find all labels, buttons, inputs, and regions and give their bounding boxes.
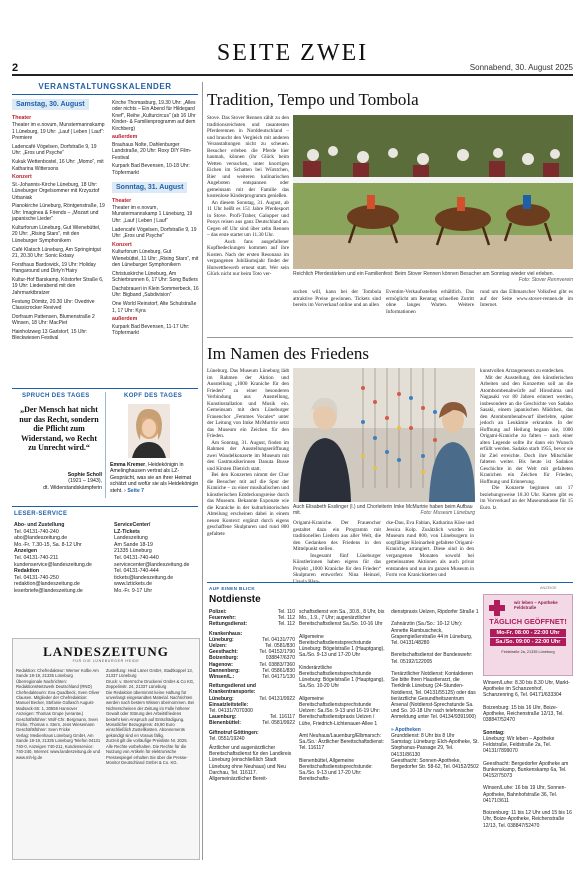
article-body-tombola [207,115,289,330]
cat-konzert: Konzert [12,174,32,181]
impressum-redaktion: Redaktion: Chefredakteur: Werner Kolbe Am Sande 18-19, 21335 Lüneburg Überregionale Nachrichten: RedaktionsNetzwerk Deutschland (RND) Chefredakteurin: Eva Quadbeck, Sven Oliver Clausen. Mitglieder der Chefredaktion: Manuel Becker, Stefanie Gollasch August-Madsack-Str. 1, 30559 Hannover [16,668,100,711]
frieden-p3: Bei den Konzerten nimmt der Chor die Besucher mit auf die Spur der Kraniche – zu einer musikalischen und künstlerischen Entdeckungsreise durch das Museum. Bekannte Exponate wie die Kraniche in der kulturhistorischen Abteilung erscheinen dabei in einem neuen Kontext: ergänzt durch eigens geschaffene Skulpturen und rund 800 gefaltete [207,472,290,537]
leser-abo-heading: Abo- und Zustellung [14,522,65,528]
service-line: Am Sande 18-19 [114,541,153,548]
calendar-col-1 [12,96,105,374]
list-item: Boizenburg: 15 bis 16 Uhr, Boize-Apotheke, Reichenstraße 12/13, Tel. 038847/52470 [483,704,564,724]
list-item: Dannenberg: Tel. 05861/830 [209,667,295,674]
article-headline-tombola: Tradition, Tempo und Tombola [207,90,419,109]
kopf-link[interactable]: › Seite 7 [124,487,145,494]
list-item: Dachsbraueri in Klein Sommerbeck, 16 Uhr: Bigband „Subdivision“ [112,286,199,299]
author-role: dt. Widerstandskämpferin [43,484,102,491]
impressum-preise: Zurzeit gilt die vorläufige Preisliste Nr. 2025. Alle Rechte vorbehalten. Die Rechte für die Nutzung von Artikeln für elektronische Pressespiegel erhalten Sie über die Presse-Monitor Deutschland GmbH & Co. KG. [106,738,188,765]
service-line: Mo.-Fr. 9-17 Uhr [114,587,153,594]
portrait-image [128,404,170,458]
article-body-frieden [207,368,289,573]
day-sunday: Sonntag, 31. August [112,182,187,193]
tombola-p1: Stove. Das Stover Rennen zählt zu den traditionsreichsten und rasantesten Pferderennen in Norddeutschland – und braucht den Vergleich mit anderen Veranstaltungen nicht zu scheuen. Besucher erleben die Pferde hier hautnah, können (ihr Glück beim Wetten versuchen, unter knorrigen Eichen im Schatten bei Würstchen, Bier und weiteren kulinarischen Angeboten entspannen oder gemeinsam mit der Familie das kostenlose Kinderprogramm genießen. [207,115,289,199]
list-item: Kirche Thomasburg, 19.30 Uhr: „Alles oder nichts – Ein Abend für Hildegard Knef“, Reihe „Kulturcircus“ (ab 16 Uhr Kinder- & Familienprogramm auf dem Kirchberg) [112,100,196,132]
list-item: Kultur-Hof Barskamp, Köstorfer Straße 6, 19 Uhr: Liederabend mit den Jahrmarktbratzer [12,277,104,296]
ad-hours-weekday: Mo-Fr. 08:00 - 22:00 Uhr [490,629,566,637]
article-body-tombola-2 [293,289,381,331]
list-item: Lüneburg: Tel. 04131/9922 [209,695,295,702]
list-item: Kulturforum Lüneburg, Gut Wienebüttel, 11 Uhr: „Rising Stars“, mit den Lüneburger Symphonikern [112,249,199,269]
museum-photo [293,368,475,502]
ad-brand: wir leben – Apotheke Feldstraße [514,600,558,611]
ad-tag: ANZEIGE [540,586,557,590]
list-item: Lüneburg: Tel. 04131/770 [209,636,295,643]
notdienste-col-3 [391,609,479,859]
list-item: Winsen/Luhe: 16 bis 19 Uhr, Sonnen-Apotheke, Bahnhofstraße 36, Tel. 04171/3611 [483,785,567,804]
leser-abo-phone: Tel. 04131-740-240 [14,528,59,535]
frieden-p4: Origami-Kraniche. Der Frauenchor gestaltet dazu ein Programm mit traditionellen Liedern aus aller Welt, die den Gedanken des Friedens in den Mittelpunkt stellen. [293,520,381,552]
kopf-text [110,462,200,494]
impressum-logo: LANDESZEITUNG [43,644,169,659]
service-line: Landeszeitung [114,535,148,542]
frieden-caption-text: Auch Elisabeth Esslinger (l.) und Chorleiterin Imke McMurtrie haben beim Aufbau mit. [293,504,473,517]
list-item: Winsen/Luhe: 8.30 bis 8.30 Uhr, Markt-Apotheke im Schanzenhof, Schanzenring 6, Tel. 04171/633304 [483,680,570,699]
sonntag-heading: Sonntag: [483,729,505,736]
tombola-credit: Foto: Stover Rennverein [518,277,573,284]
service-link[interactable]: www.lztickets.de [114,581,153,588]
list-item: Bienenbüttel: Tel. 0581/9922 [209,720,295,727]
list-item: Bereitschaftsdienst der Bundeswehr: Tel. 05192/122005 [391,652,473,665]
frieden-credit: Foto: Museum Lüneburg [420,510,475,517]
list-item: Hainholzweg 13 Garlstorf, 15 Uhr: Bleckwiesen Festival [12,329,88,342]
list-item: Winsen/L.: Tel. 04171/130 [209,674,295,681]
tombola-p3: Auch fans ausgefallener Kopfbedeckungen kommen auf ihre Kosten. Nach der ersten Resonanz im vergangenen Jubiläumsjahr findet der Hutwettbewerb erneut statt. Wer sein Glück nicht nur beim Toto ver- [207,238,289,277]
leser-col-1 [14,522,102,595]
spruch-quote: „Der Mensch hat nicht nur das Recht, sondern die Pflicht zum Widerstand, wo Recht zu Unrecht wird.“ [19,405,99,453]
frieden-p8: Mit der Ausstellung, den künstlerischen Arbeiten und den Konzerten soll an die Atombombenabwürfe auf Hiroshima und Nagasaki vor 80 Jahren erinnert werden, insbesondere an die Geschichte von Sadako Sasaki, einem japanischen Mädchen, das den Atombombenabwurf überlebte, später jedoch an Leukämie erkrankte. In der Hoffnung auf Heilung begann sie, 1000 Origami-Kraniche zu falten – nach einer alten Legende sollte ihr dann ein Wunsch erfüllt werden. Sadako starb 1955, bevor sie ihr Ziel erreichte. Doch ihre Mitschüler falteten weiter. Bis heute ist Sadakos Geschichte in der Welt mit gefalteten Kranichen ein Zeichen für Frieden, Hoffnung und Erinnerung. [480,374,574,485]
list-item: Pianokirche Lüneburg, Röntgenstraße, 19 Uhr: Imaginea & Friends – „Mozart und japanische Lieder“ [12,203,105,223]
notdienste-col-1 [209,609,295,859]
service-mail[interactable]: servicecenter@landeszeitung.de [114,561,190,568]
frieden-p7: kunstvollen Arrangements zu entdecken. [480,368,565,374]
krankenhaus-heading: Krankenhaus: [209,630,243,637]
tombola-p6: rund um das Elbmarscher Volksfest gibt es auf der Seite www.stover-rennen.de im Internet. [480,289,573,308]
list-item: Kurpark Bad Bevensen, 11-17 Uhr: Töpfermarkt [112,323,190,337]
list-item: Polizei: Tel. 110 [209,609,295,615]
list-item: Rettungsdienst: Tel. 112 [209,621,295,628]
tombola-caption-text: Reichlich Pferdestärken und ein Familienfest: Beim Stover Rennen können Besucher am Sonntag wieder viel erleben. [293,271,554,277]
list-item: Grunddienst: 8 Uhr bis 8 Uhr [391,733,455,740]
divider [12,388,198,389]
list-item: Geesthacht: Bergedorfer Apotheke am Bunkenskamp, Bunkenskamp 6a, Tel. 04152/75073 [483,760,569,780]
list-item: St.-Johannis-Kirche Lüneburg, 18 Uhr: Lüneburger Orgelsommer mit Krzysztof Urbaniak [12,181,100,201]
notdienste-col-4 [483,680,573,859]
list-item: Hagenow: Tel. 03883/7360 [209,661,295,668]
leser-briefe-mail[interactable]: leserbriefe@landeszeitung.de [14,587,83,594]
article-headline-frieden: Im Namen des Friedens [207,344,369,363]
leser-redaktion-heading: Redaktion [14,568,40,575]
list-item: Kurpark Bad Bevensen, 10-18 Uhr: Töpfermarkt [112,163,190,176]
notdienste-col-2 [299,609,387,859]
divider [105,392,106,498]
masthead-rule [12,74,573,76]
service-line: 21335 Lüneburg [114,548,152,555]
list-item: Einsatzleitstelle: Tel. 04131/7070300 [209,701,253,715]
list-item: Christuskirche Lüneburg, Am Schierbrunnen 6, 17 Uhr: Song Butlers [112,270,198,284]
aerztlicher-dienst: Ärztlicher und augenärztlicher Bereitschaftsdienst für den Landkreis Lüneburg (einschließlich Stadt Lüneburg ohne Neuhaus) und Neu Darchau, Tel. 116117. Allgemeinärztlicher Bereit- [209,745,292,783]
calendar-heading: VERANSTALTUNGSKALENDER [12,82,198,95]
calendar-col-2 [112,100,200,374]
article-body-tombola-4 [480,289,573,331]
service-heading: ServiceCenter/ [114,522,151,528]
kopf-link-label: Seite 7 [127,487,145,494]
author-years: (1921 – 1943), [68,478,102,485]
frieden-p1: Lüneburg. Das Museum Lüneburg lädt im Rahmen der Aktion und Ausstellung „1000 Kraniche für den Frieden“ zu einer besonderen Verbindung aus Ausstellung, Kunstinstallation und Musik ein. Gemeinsam mit dem Lüneburger Frauenchor „Femmes Vocales“ unter der Leitung von Imke McMurtrie setzt das Museum ein Zeichen für den Frieden. [207,368,289,439]
ad-address: Feldstraße 2a, 21335 Lüneburg [501,649,555,654]
list-item: Kulturforum Lüneburg, Gut Wienebüttel, 20 Uhr: „Rising Stars“, mit den Lüneburger Symphonikern [12,225,101,244]
rettung-heading: Rettungsdienst und Krankentransporte: [209,683,256,696]
list-item: Geesthacht: Sonnen-Apotheke, Bergedorfer Str. 58-62, Tel. 04152/2502 [391,757,479,771]
list-item: Festung Dömitz, 20.30 Uhr: Ovedrive Classicrocker Revived [12,298,95,312]
kopf-name: Emma Kremer [110,462,146,468]
leser-abo-hours: Mo.-Fr. 7.30-15, Sa. 8-12 Uhr [14,541,82,548]
page-title: SEITE ZWEI [216,40,369,66]
leser-anzeigen-heading: Anzeigen [14,548,38,555]
list-item: Kukuk Wettenbostel, 16 Uhr: „Momo“, mit Katharina Wittersons [12,159,104,172]
list-item: Kinderärztliche Bereitschaftsdienstsprechstunde Lüneburg: Bögelstraße 1 (Hauptgang), Sa./So. 10-20 Uhr [299,664,385,690]
list-item: Allgemeine Bereitschaftsdienstsprechstunde Uelzen: Sa./So. 9-13 und 16-19 Uhr: Bereitschaftsdienstpraxis Uelzen / Lühe, Friedrich-Lichtenauer-Allee 1 [299,695,380,727]
leser-redaktion-mail[interactable]: redaktion@landeszeitung.de [14,581,80,588]
frieden-p2: Am Sonntag, 31. August, finden im Rahmen der Ausstellungseröffnung zwei Wandelkonzerte im Museum mit den Gastmusikerinnen Danuta Busse und Kirsten Dietrich statt. [207,439,289,472]
article-body-frieden-3 [386,520,474,578]
impressum-col-2 [106,668,196,856]
frieden-p9: Die Konzerte beginnen um 17 beziehungsweise 18.30 Uhr. Karten gibt es im Vorverkauf an der Museumskasse für 15 Euro. lz [480,485,573,511]
issue-date: Sonnabend, 30. August 2025 [469,63,573,72]
list-item: Samstag: Lüneburg: Elch-Apotheke, St. Stephanus-Passage 29, Tel. 04131/86130 [391,739,479,758]
frieden-p6: cke-Dau, Eva Fabian, Katharina Küse und Jessica Kolp. Zusätzlich wurden im Museum rund 800, von Lüneburgern in sorgfältiger Kleinarbeit gefaltete Origami-Kraniche, arrangiert. Diese sind in den vergangenen Monaten sowohl bei gemeinsamen Aktionen als auch privat entstanden und nun im ganzen Museum in Form von Kranichketten und [386,520,474,578]
leser-heading: LESER-SERVICE [14,511,68,517]
leser-abo-mail[interactable]: abo@landeszeitung.de [14,535,68,542]
list-item: Boizenburg: 11 bis 12 Uhr und 15 bis 16 Uhr, Boize-Apotheke, Reichenstraße 12/13, Tel. 038847/52470 [483,810,572,829]
list-item: Amt Neuhaus/Lauenburg/Elbmarsch: Sa./So.: Ärztlicher Bereitschaftsdienst: Tel. 116117 [299,733,385,752]
cat-konzert-2: Konzert [112,241,132,248]
page-number: 2 [12,62,19,74]
column-divider [202,82,203,860]
list-item: Theater im e.novum, Munstermannskamp 1 Lüneburg, 19 Uhr: „Lauf | Leben | Lauf“ [112,205,193,224]
spruch-author [14,472,102,491]
article-body-frieden-4 [480,368,573,574]
cat-theater-2: Theater [112,197,132,204]
impressum-col-1 [16,668,102,856]
list-item: Lüneburg: Wir leben – Apotheke Feldstraße, Feldstraße 2a, Tel. 04131/7899070 [483,735,555,755]
list-item: Boizenburg: 038847/6370 [209,655,295,662]
service-line: Tel. 04131-740-444 [114,568,159,575]
museum-image [293,368,475,502]
horse-race-photo [293,115,573,269]
divider [12,506,198,507]
cat-ausserdem: außerdem [112,134,138,141]
list-item: Geesthacht: Tel. 04152/1790 [209,649,295,656]
horse-race-image [293,115,573,269]
service-line: Tel. 04131-740-440 [114,554,159,561]
list-item: Giftnotruf Göttingen: Tel. 0551/19240 [209,729,259,742]
leser-anzeigen-phone: Tel. 04131-740-211 [14,554,59,561]
kopf-description: , Heidekönigin in Amelinghausen vertrat als LZ-Gesprächt, was sie an ihrer Heimat schätzt und wofür sie als Heidekönigin steht. [110,462,199,494]
cat-ausserdem-2: außerdem [112,316,138,323]
tombola-p2: An diesem Sonntag, 31. August, ab 11 Uhr heißt es 151 Jahre Pferdesport in Stove. Profi-Traber, Galopper und Ponys reisen aus ganz Deutschland an. Gegen elf Uhr sind über zehn Rennen – das erste startet um 11.30 Uhr. [207,199,290,238]
spruch-heading: SPRUCH DES TAGES [22,393,90,399]
list-item: Tierärztlicher Notdienst: Kontaktieren Sie bitte Ihren Haustierarzt, die Tierklinik Lüneburg (24-Stunden-Notdienst, Tel. 04131/55125) oder das tierärztliche Gesundheitszentrum Arsenal (Notdienst-Sprechstunde Sa. und So. 10-18 Uhr nach telefonischer Anmeldung unter Tel. 04134/9391900) [391,671,476,721]
day-saturday: Samstag, 30. August [12,99,89,110]
list-item: dienstpraxis Uelzen, Ripdorfer Straße 1 [391,609,479,615]
article-body-tombola-3 [386,289,474,331]
ad-hours-weekend: Sa./So. 09:00 - 22:00 Uhr [490,638,566,646]
list-item: Theater im e.novum, Munstermannskamp 1 Lüneburg, 19 Uhr: „Lauf | Leben | Lauf“: Premiere [12,122,105,142]
list-item: Ladencafé Vögelsen, Dorfstraße 9, 19 Uhr: „Eros und Psyche“ [12,144,97,157]
cross-icon [488,599,506,617]
impressum-druck: Zustellung: Heid Lüner GmbH, Stadtkoppel 13, 21337 Lüneburg Druck: v. Stern'sche Druckerei GmbH & Co KG, Zeppelinstr. 24, 21337 Lüneburg Die Redaktion übernimmt keine Haftung für unverlangt eingesandtes Material. Nachrichten werden nach bestem Wissen übernommen. Bei Nichterscheinen der Zeitung im Falle höherer Gewalt oder Störung des Arbeitsfriedens besteht kein Anspruch auf Entschädigung. Monatlicher Bezugspreis: 49,90 Euro einschließlich Zustellkosten. Abonnements gekündigt sind en Voraus fällig. [106,668,195,738]
avatar [128,404,170,458]
kopf-heading: KOPF DES TAGES [124,393,183,399]
tombola-p5: Eventim-Verkaufsstellen erhältlich. Das ermöglicht am Renntag schnellen Zutritt ohne langes Warten. Weitere Informationen [386,289,474,315]
service-mail[interactable]: tickets@landeszeitung.de [114,574,174,581]
list-item: Dorfraum Pattensen, Blumenstraße 2 Winsen, 18 Uhr: MacPiet [12,313,95,327]
leser-col-2 [114,522,200,595]
frieden-p5: Insgesamt fünf Lüneburger Künstlerinnen haben eigens für das Projekt „1000 Kraniche für den Frieden“ Skulpturen entworfen: Nina Heinzel, Ursula Blan- [293,552,381,585]
article-body-frieden-2 [293,520,381,585]
list-item: Brauhaus Nolte, Dahlenburger Landstraße, 20 Uhr: Roxy DIY Film-Festival [112,141,192,161]
tombola-p4: suchen will, kann bei der Tombola attraktive Preise gewinnen. Tickets sind bereits im Vorverkauf online und an allen [293,289,381,308]
notdienste-tag: AUF EINEN BLICK [209,586,256,591]
ad-open: TÄGLICH GEÖFFNET! [489,616,567,626]
list-item: Allgemeine Bereitschaftsdienstsprechstunde Lüneburg: Bögelstraße 1 (Hauptgang), Sa./So. 9-13 und 17-20 Uhr [299,633,385,659]
impressum-subtitle: FÜR DIE LÜNEBURGER HEIDE [72,659,140,663]
list-item: Zahnärztin (Sa./So.: 10-12 Uhr): Annette Rambuscheck, Grapengießerstraße 44 in Lüneburg, Tel. 04131/48280 [391,621,473,647]
list-item: Ladencafé Vögelsen, Dorfstraße 9, 19 Uhr: „Eros und Psyche“ [112,226,197,240]
frieden-caption [293,504,475,516]
list-item: One World Reinstorf, Alte Schulstraße 1, 17 Uhr: Kyra [112,301,197,314]
list-item: Uelzen: Tel. 0581/830 [209,643,295,650]
list-item: Bienenbüttel, Allgemeine Bereitschaftsdienstsprechstunde: Sa./So. 9-13 und 17-20 Uhr: Bereitschafts- [299,757,373,783]
leser-redaktion-phone: Tel. 04131-740-250 [14,574,59,581]
list-item: schaftsdienst von Sa., 30.8., 8 Uhr, bis Mo., 1.9., 7 Uhr; augenärztlicher Bereitschaftsdienst Sa./So. 10-16 Uhr [299,609,385,628]
impressum-verlag: Anzeigen: Thomas Grupe (verantw.) Geschäftsführer: Wolf-Chr. Bergmann, Sven Fricke, Thomas v. Stern, Jens Wiesemann Geschäftsführer: Sven Fricke Verlag: Medienhaus Lüneburg GmbH, Am Sande 18-19, 21335 Lüneburg Telefon 04131 740-0, Anzeigen 740-211, Kundenservice: 740-240, Internet: www.landeszeitung.de und www.mh-lg.de [16,711,101,760]
author-name: Sophie Scholl [67,472,102,478]
service-heading-2: LZ-Tickets [114,528,140,535]
divider [207,337,573,338]
list-item: Forsthaus Bardowick, 19 Uhr: Holiday Hangaround und Dirty'n'Hairy [12,261,96,275]
list-item: Lauenburg: Tel. 116117 [209,714,295,721]
apotheken-heading: » Apotheken [391,726,421,733]
list-item: Feuerwehr: Tel. 112 [209,615,295,622]
list-item: Café Klatsch Lüneburg, Am Springintgut 21, 20.30 Uhr: Sonic Extasy [12,246,101,260]
cat-theater: Theater [12,115,32,121]
masthead [12,10,573,76]
leser-anzeigen-mail[interactable]: kundenservice@landeszeitung.de [14,561,92,568]
tombola-caption [293,271,573,283]
notdienste-heading: Notdienste [209,594,261,605]
